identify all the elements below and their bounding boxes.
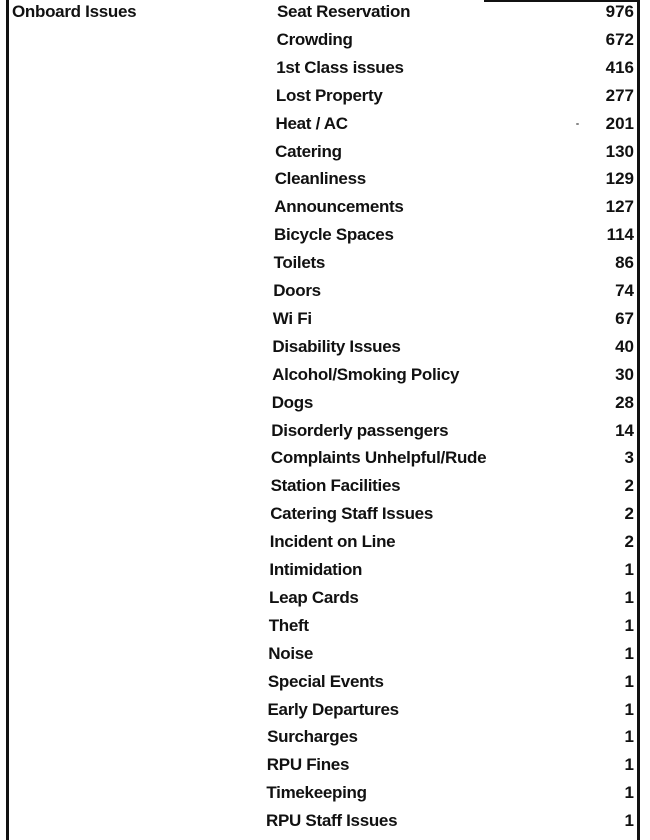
- table-row: [0, 0, 650, 28]
- issue-count: 201: [605, 113, 634, 133]
- issue-count: 1: [624, 699, 634, 719]
- table-row: [0, 223, 650, 251]
- category-label: Onboard Issues: [12, 2, 137, 21]
- issue-name: Complaints Unhelpful/Rude: [270, 448, 487, 468]
- table-row: [0, 335, 650, 363]
- issue-count: 277: [605, 85, 634, 105]
- table-row: [0, 474, 650, 502]
- issue-name: Doors: [273, 281, 321, 300]
- issue-name: Seat Reservation: [277, 2, 411, 21]
- issue-name: Incident on Line: [269, 532, 396, 552]
- issue-name: Disability Issues: [272, 336, 401, 356]
- table-row: [0, 725, 650, 753]
- issue-name: Catering Staff Issues: [270, 504, 433, 524]
- issue-name: Dogs: [271, 392, 313, 412]
- issue-count: 1: [624, 587, 634, 607]
- table-row: [0, 670, 650, 698]
- issue-count: 2: [624, 504, 634, 524]
- issue-count: 1: [624, 811, 634, 831]
- issue-count: 40: [615, 336, 634, 356]
- issue-name: Catering: [275, 141, 342, 161]
- table-row: [0, 614, 650, 642]
- table-row: [0, 530, 650, 558]
- table-row: [0, 56, 650, 84]
- issue-name: RPU Fines: [266, 755, 350, 775]
- issue-name: Announcements: [274, 197, 404, 217]
- issue-name: Crowding: [276, 29, 353, 49]
- table-row: [0, 195, 650, 223]
- issue-name: Heat / AC: [275, 113, 348, 133]
- issue-count: 114: [606, 225, 634, 245]
- issue-count: 1: [624, 755, 634, 775]
- issue-count: 2: [624, 532, 634, 552]
- issue-count: 67: [615, 308, 634, 328]
- issue-count: 976: [605, 2, 634, 21]
- issue-name: Alcohol/Smoking Policy: [272, 364, 460, 384]
- issue-count: 86: [615, 253, 634, 273]
- table-row: [0, 419, 650, 447]
- table-row: [0, 781, 650, 809]
- table-row: [0, 809, 650, 837]
- issue-count: 28: [615, 392, 634, 412]
- issue-count: 130: [605, 141, 634, 161]
- issue-count: 129: [605, 169, 634, 189]
- table-row: [0, 698, 650, 726]
- issue-count: 1: [624, 727, 634, 747]
- table-row: [0, 28, 650, 56]
- issue-name: RPU Staff Issues: [266, 811, 398, 831]
- table-row: [0, 446, 650, 474]
- issue-name: Theft: [268, 615, 309, 635]
- table-row: [0, 112, 650, 140]
- issue-name: Toilets: [273, 253, 326, 273]
- table-row: [0, 558, 650, 586]
- issue-name: Surcharges: [267, 727, 358, 747]
- issue-count: 127: [605, 197, 634, 217]
- table-row: [0, 586, 650, 614]
- table-row: [0, 642, 650, 670]
- issue-count: 1: [624, 783, 634, 803]
- issue-name: Disorderly passengers: [271, 420, 449, 440]
- table-row: [0, 753, 650, 781]
- table-row: [0, 251, 650, 279]
- issue-count: 30: [615, 364, 634, 384]
- issue-count: 14: [615, 420, 634, 440]
- issue-count: 1: [624, 671, 634, 691]
- issue-name: Lost Property: [275, 85, 383, 105]
- issue-name: Cleanliness: [274, 169, 366, 189]
- table-row: [0, 279, 650, 307]
- issue-name: 1st Class issues: [276, 57, 404, 77]
- issue-count: 3: [624, 448, 634, 468]
- issue-count: 416: [605, 57, 634, 77]
- issue-name: Bicycle Spaces: [274, 225, 394, 245]
- issue-count: 1: [624, 560, 634, 579]
- issue-count: 672: [605, 29, 634, 49]
- table-row: [0, 307, 650, 335]
- table-row: [0, 502, 650, 530]
- issue-name: Station Facilities: [270, 476, 401, 496]
- table-row: [0, 391, 650, 419]
- issue-count: 2: [624, 476, 634, 496]
- issue-name: Intimidation: [269, 560, 363, 579]
- issue-name: Early Departures: [267, 699, 399, 719]
- issue-name: Leap Cards: [269, 587, 359, 607]
- table-row: [0, 167, 650, 195]
- table-row: [0, 84, 650, 112]
- table-row: [0, 140, 650, 168]
- issue-count: 1: [624, 643, 634, 663]
- issue-name: Wi Fi: [272, 308, 312, 328]
- issue-name: Timekeeping: [266, 783, 367, 803]
- issue-count: 1: [624, 615, 634, 635]
- issue-name: Special Events: [267, 671, 384, 691]
- issue-count: 74: [615, 281, 634, 300]
- table-row: [0, 363, 650, 391]
- issue-name: Noise: [268, 643, 314, 663]
